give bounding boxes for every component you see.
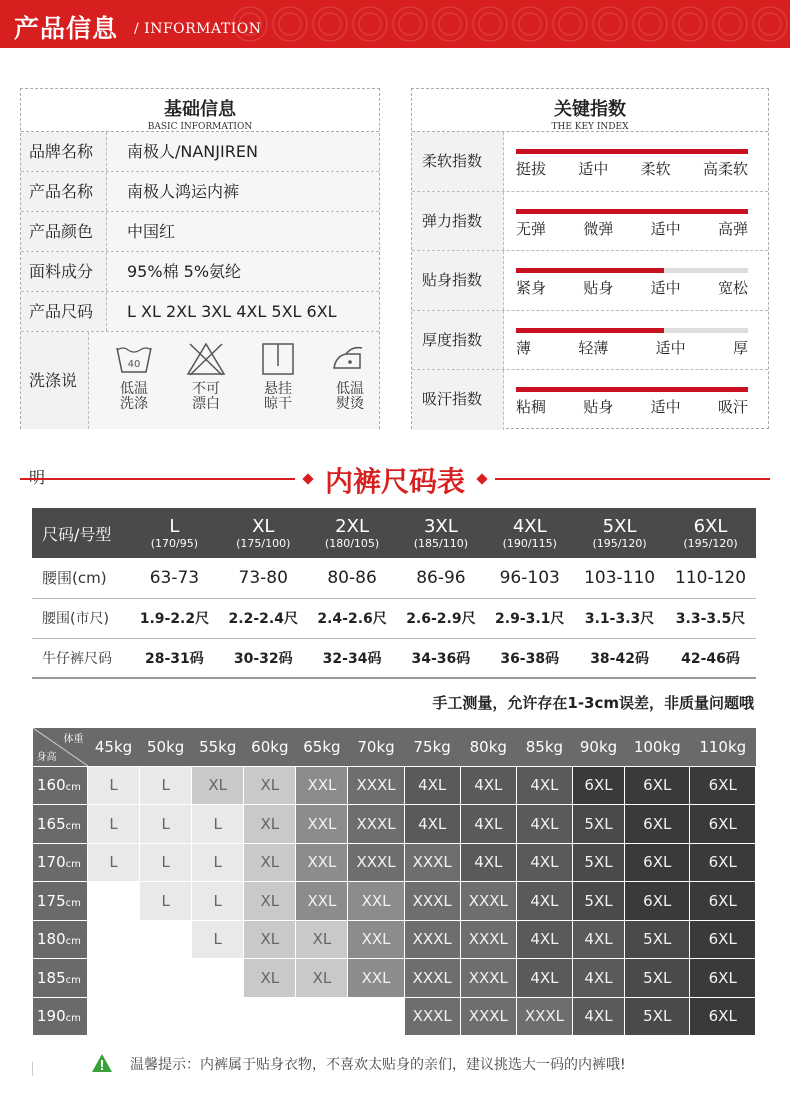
basic-info-header: [21, 89, 379, 132]
size-spec: (170/95): [150, 537, 199, 550]
basic-info-key: 产品名称: [21, 172, 107, 211]
height-value: 165: [37, 814, 66, 833]
size-recommendation-cell: XXL: [296, 843, 348, 882]
index-scale-label: 适中: [650, 219, 681, 238]
size-column-header: [219, 508, 308, 558]
size-recommendation-cell: XXL: [348, 959, 404, 998]
size-cell: 1.9-2.2尺: [130, 598, 219, 638]
basic-info-value: 95%棉 5%氨纶: [107, 252, 379, 291]
size-spec: (195/120): [683, 537, 738, 550]
size-cell: 80-86: [308, 558, 397, 598]
size-recommendation-cell: [88, 997, 140, 1036]
wash-label-line: 洗涤: [120, 396, 148, 412]
wash-label-line: 漂白: [192, 396, 220, 412]
height-value: 160: [37, 776, 66, 795]
hang-dry-icon: [249, 342, 307, 376]
size-recommendation-cell: [88, 959, 140, 998]
height-unit: cm: [65, 936, 81, 948]
size-recommendation-cell: L: [140, 882, 192, 921]
size-recommendation-cell: 6XL: [690, 843, 756, 882]
size-cell: 110-120: [665, 558, 756, 598]
section-header: [0, 0, 790, 48]
weight-header-row: [33, 728, 756, 766]
key-index-panel: [411, 88, 769, 429]
key-index-key: 柔软指数: [412, 132, 504, 191]
size-recommendation-cell: 4XL: [516, 766, 572, 805]
size-recommendation-cell: [140, 959, 192, 998]
height-value: 175: [37, 891, 66, 910]
header-pattern: [230, 0, 790, 48]
size-label: 6XL: [693, 516, 728, 537]
size-recommendation-cell: 4XL: [516, 843, 572, 882]
size-recommendation-cell: [192, 959, 244, 998]
height-value: 190: [37, 1007, 66, 1026]
size-recommendation-cell: 6XL: [625, 805, 690, 844]
size-recommendation-cell: L: [192, 882, 244, 921]
size-recommendation-cell: XXL: [296, 805, 348, 844]
warning-icon: [91, 1053, 113, 1073]
height-unit: cm: [65, 1013, 81, 1025]
size-recommendation-cell: L: [140, 766, 192, 805]
size-recommendation-cell: XL: [244, 920, 296, 959]
size-recommendation-cell: XXXL: [404, 843, 460, 882]
corner-height-label: 身高: [36, 751, 57, 763]
index-scale-labels: [516, 396, 748, 417]
size-cell: 30-32码: [219, 638, 308, 678]
basic-info-value: 南极人鸿运内裤: [107, 172, 379, 211]
basic-info-value: 南极人/NANJIREN: [107, 132, 379, 171]
size-recommendation-cell: L: [88, 766, 140, 805]
height-row-header: [33, 882, 88, 921]
size-recommendation-cell: 4XL: [516, 805, 572, 844]
size-recommendation-cell: 4XL: [460, 843, 516, 882]
index-bar-track: [516, 268, 748, 273]
weight-chart-row: [33, 997, 756, 1036]
weight-height-chart: [32, 728, 756, 1036]
key-index-key: 厚度指数: [412, 311, 504, 370]
size-recommendation-cell: XXXL: [404, 959, 460, 998]
height-row-header: [33, 959, 88, 998]
chart-corner: [33, 728, 88, 766]
size-recommendation-cell: [192, 997, 244, 1036]
size-spec: (190/115): [502, 537, 557, 550]
key-index-row: [412, 311, 768, 371]
key-index-row: [412, 192, 768, 252]
size-recommendation-cell: XXXL: [348, 843, 404, 882]
size-recommendation-cell: 5XL: [625, 959, 690, 998]
weight-chart-row: [33, 766, 756, 805]
key-index-title: 关键指数: [554, 99, 626, 120]
size-recommendation-cell: L: [192, 920, 244, 959]
basic-info-row: [21, 212, 379, 252]
key-index-scale: [504, 311, 768, 370]
size-cell: 2.9-3.1尺: [485, 598, 574, 638]
height-value: 185: [37, 968, 66, 987]
height-unit: cm: [65, 820, 81, 832]
basic-info-key: 面料成分: [21, 252, 107, 291]
weight-column-header: 110kg: [690, 728, 756, 766]
height-row-header: [33, 997, 88, 1036]
size-row-label: 腰围(市尺): [32, 598, 130, 638]
size-table-row: [32, 638, 756, 678]
size-label: 2XL: [335, 516, 369, 537]
size-recommendation-cell: 6XL: [690, 920, 756, 959]
wash-item: [177, 342, 235, 429]
size-head-first: 尺码/号型: [32, 508, 130, 558]
size-spec: (180/105): [324, 537, 380, 550]
size-recommendation-cell: XXXL: [348, 766, 404, 805]
size-recommendation-cell: 4XL: [404, 805, 460, 844]
wash-key: 洗涤说: [21, 332, 89, 429]
size-recommendation-cell: L: [192, 843, 244, 882]
size-recommendation-cell: 6XL: [690, 997, 756, 1036]
size-recommendation-cell: 6XL: [625, 882, 690, 921]
weight-column-header: 60kg: [244, 728, 296, 766]
index-bar-fill: [516, 328, 664, 333]
section-subtitle: / INFORMATION: [134, 21, 262, 37]
size-recommendation-cell: XL: [244, 959, 296, 998]
size-recommendation-cell: XXXL: [404, 997, 460, 1036]
wash-label-line: 熨烫: [336, 396, 364, 412]
size-recommendation-cell: 6XL: [625, 843, 690, 882]
size-column-header: [665, 508, 756, 558]
size-recommendation-cell: XL: [244, 805, 296, 844]
index-scale-label: 贴身: [583, 398, 614, 416]
weight-column-header: 55kg: [192, 728, 244, 766]
height-value: 180: [37, 930, 66, 949]
weight-column-header: 70kg: [348, 728, 404, 766]
index-bar-track: [516, 149, 748, 154]
size-recommendation-cell: XXXL: [348, 805, 404, 844]
index-scale-label: 宽松: [717, 279, 748, 297]
basic-info-value: 中国红: [107, 212, 379, 251]
size-column-header: [130, 508, 219, 558]
key-index-scale: [504, 251, 768, 310]
size-column-header: [396, 508, 485, 558]
wash-label: [105, 382, 163, 412]
size-recommendation-cell: XXXL: [460, 882, 516, 921]
key-index-key: 吸汗指数: [412, 370, 504, 430]
size-recommendation-cell: XXL: [296, 766, 348, 805]
key-index-scale: [504, 132, 768, 191]
key-index-row: [412, 370, 768, 430]
index-bar-fill: [516, 268, 664, 273]
size-recommendation-cell: XXL: [348, 882, 404, 921]
basic-info-row: [21, 252, 379, 292]
index-scale-label: 粘稠: [516, 398, 547, 416]
size-spec: (175/100): [236, 537, 291, 550]
measure-note: 手工测量，允许存在1-3cm误差，非质量问题哦: [432, 694, 754, 712]
size-cell: 3.3-3.5尺: [665, 598, 756, 638]
corner-weight-label: 体重: [63, 734, 84, 745]
size-recommendation-cell: XL: [244, 882, 296, 921]
key-index-key: 贴身指数: [412, 251, 504, 310]
index-scale-label: 轻薄: [578, 338, 609, 357]
size-recommendation-cell: 4XL: [404, 766, 460, 805]
wash-40-icon: [105, 342, 163, 376]
wash-temp-label: 40: [127, 359, 141, 370]
height-value: 170: [37, 853, 66, 872]
wash-label-line: 低温: [336, 381, 364, 397]
index-scale-label: 吸汗: [717, 398, 748, 416]
wash-item: [249, 342, 307, 429]
basic-info-key: 品牌名称: [21, 132, 107, 171]
size-column-header: [485, 508, 574, 558]
size-cell: 38-42码: [574, 638, 665, 678]
wash-label-line: 不可: [192, 381, 220, 397]
size-table-row: [32, 598, 756, 638]
size-recommendation-cell: L: [88, 805, 140, 844]
size-table-header: [32, 508, 756, 558]
size-recommendation-cell: XXL: [296, 882, 348, 921]
wash-label-line: 低温: [120, 381, 148, 397]
key-index-subtitle: THE KEY INDEX: [551, 122, 629, 132]
size-column-header: [574, 508, 665, 558]
weight-column-header: 50kg: [140, 728, 192, 766]
weight-chart-row: [33, 805, 756, 844]
size-chart-heading: [20, 458, 770, 498]
index-scale-label: 无弹: [516, 219, 547, 238]
size-table: [32, 508, 756, 679]
size-recommendation-cell: XL: [244, 843, 296, 882]
weight-column-header: 45kg: [88, 728, 140, 766]
height-row-header: [33, 766, 88, 805]
size-recommendation-cell: XXXL: [460, 920, 516, 959]
index-bar-fill: [516, 387, 748, 392]
index-scale-labels: [516, 337, 748, 358]
size-recommendation-cell: 6XL: [690, 766, 756, 805]
size-recommendation-cell: XL: [296, 959, 348, 998]
index-scale-label: 适中: [650, 279, 681, 297]
index-scale-label: 紧身: [516, 279, 547, 297]
size-recommendation-cell: [88, 920, 140, 959]
tip-bar: [0, 1050, 790, 1080]
size-recommendation-cell: XL: [296, 920, 348, 959]
size-recommendation-cell: XXXL: [404, 920, 460, 959]
index-scale-label: 贴身: [583, 279, 614, 297]
index-scale-label: 厚: [732, 338, 748, 357]
size-recommendation-cell: [244, 997, 296, 1036]
basic-info-row: [21, 172, 379, 212]
size-recommendation-cell: 4XL: [572, 920, 624, 959]
basic-info-title: 基础信息: [164, 99, 236, 120]
size-recommendation-cell: XXXL: [460, 997, 516, 1036]
size-recommendation-cell: XXXL: [460, 959, 516, 998]
section-title: 产品信息: [14, 14, 119, 43]
wash-label: [177, 382, 235, 412]
index-scale-label: 微弹: [583, 219, 614, 238]
size-recommendation-cell: [140, 920, 192, 959]
weight-column-header: 85kg: [516, 728, 572, 766]
key-index-row: [412, 132, 768, 192]
height-row-header: [33, 805, 88, 844]
index-bar-track: [516, 387, 748, 392]
tip-divider-left: [32, 1062, 33, 1076]
index-scale-label: 高弹: [717, 219, 748, 238]
key-index-scale: [504, 370, 768, 430]
weight-chart-row: [33, 843, 756, 882]
index-scale-label: 高柔软: [702, 160, 748, 178]
size-cell: 32-34码: [308, 638, 397, 678]
size-row-label: 腰围(cm): [32, 558, 130, 598]
weight-chart-row: [33, 959, 756, 998]
key-index-header: [412, 89, 768, 132]
wash-label-line: 悬挂: [264, 381, 292, 397]
size-recommendation-cell: 5XL: [572, 882, 624, 921]
size-recommendation-cell: [296, 997, 348, 1036]
size-label: 4XL: [512, 516, 547, 537]
size-recommendation-cell: 4XL: [572, 997, 624, 1036]
size-cell: 34-36码: [396, 638, 485, 678]
size-recommendation-cell: 4XL: [572, 959, 624, 998]
basic-info-panel: [20, 88, 380, 429]
low-iron-icon: [321, 342, 379, 376]
height-unit: cm: [65, 897, 81, 909]
size-cell: 2.4-2.6尺: [308, 598, 397, 638]
size-cell: 86-96: [396, 558, 485, 598]
size-recommendation-cell: 4XL: [516, 959, 572, 998]
weight-column-header: 80kg: [460, 728, 516, 766]
weight-column-header: 75kg: [404, 728, 460, 766]
size-label: XL: [252, 516, 275, 537]
size-spec: (195/120): [592, 537, 647, 550]
size-cell: 42-46码: [665, 638, 756, 678]
basic-info-row: [21, 292, 379, 332]
size-recommendation-cell: 6XL: [690, 805, 756, 844]
key-index-scale: [504, 192, 768, 251]
wash-label-line: 晾干: [264, 396, 292, 412]
size-recommendation-cell: XXL: [348, 920, 404, 959]
index-scale-label: 柔软: [640, 160, 671, 178]
size-recommendation-cell: [88, 882, 140, 921]
size-recommendation-cell: L: [88, 843, 140, 882]
size-recommendation-cell: L: [140, 843, 192, 882]
weight-chart-row: [33, 882, 756, 921]
size-recommendation-cell: 4XL: [516, 920, 572, 959]
index-scale-labels: [516, 277, 748, 298]
size-recommendation-cell: 5XL: [625, 920, 690, 959]
size-recommendation-cell: 6XL: [690, 959, 756, 998]
index-scale-label: 适中: [655, 338, 686, 357]
key-index-row: [412, 251, 768, 311]
size-recommendation-cell: 5XL: [625, 997, 690, 1036]
size-cell: 2.6-2.9尺: [396, 598, 485, 638]
size-recommendation-cell: XL: [244, 766, 296, 805]
size-cell: 2.2-2.4尺: [219, 598, 308, 638]
size-cell: 73-80: [219, 558, 308, 598]
basic-info-row: [21, 132, 379, 172]
weight-column-header: 90kg: [572, 728, 624, 766]
size-cell: 63-73: [130, 558, 219, 598]
size-row-label: 牛仔裤尺码: [32, 638, 130, 678]
index-scale-label: 挺拔: [516, 160, 547, 178]
size-recommendation-cell: L: [140, 805, 192, 844]
size-cell: 28-31码: [130, 638, 219, 678]
size-label: 3XL: [423, 516, 458, 537]
index-scale-label: 薄: [516, 338, 532, 357]
wash-label: [321, 382, 379, 412]
wash-item: [105, 342, 163, 429]
index-scale-labels: [516, 158, 748, 179]
index-scale-label: 适中: [578, 160, 609, 178]
size-recommendation-cell: 5XL: [572, 843, 624, 882]
size-recommendation-cell: 6XL: [690, 882, 756, 921]
height-unit: cm: [65, 974, 81, 986]
wash-label: [249, 382, 307, 412]
size-chart-title: 内裤尺码表: [324, 465, 465, 498]
size-recommendation-cell: XXXL: [404, 882, 460, 921]
size-recommendation-cell: XL: [192, 766, 244, 805]
size-cell: 96-103: [485, 558, 574, 598]
index-bar-track: [516, 328, 748, 333]
size-table-row: [32, 558, 756, 598]
weight-chart-row: [33, 920, 756, 959]
height-row-header: [33, 843, 88, 882]
size-spec: (185/110): [413, 537, 469, 550]
size-recommendation-cell: 4XL: [516, 882, 572, 921]
size-recommendation-cell: 5XL: [572, 805, 624, 844]
size-recommendation-cell: 6XL: [572, 766, 624, 805]
heading-line-right: [495, 478, 770, 480]
index-scale-labels: [516, 218, 748, 239]
wash-row: [21, 332, 379, 429]
basic-info-key: 产品颜色: [21, 212, 107, 251]
size-recommendation-cell: 4XL: [460, 805, 516, 844]
size-cell: 103-110: [574, 558, 665, 598]
index-bar-fill: [516, 149, 748, 154]
size-recommendation-cell: 4XL: [460, 766, 516, 805]
size-recommendation-cell: L: [192, 805, 244, 844]
wash-icons: [89, 332, 379, 429]
size-cell: 3.1-3.3尺: [574, 598, 665, 638]
index-bar-fill: [516, 209, 748, 214]
basic-info-subtitle: BASIC INFORMATION: [147, 122, 253, 132]
key-index-key: 弹力指数: [412, 192, 504, 251]
basic-info-key: 产品尺码: [21, 292, 107, 331]
size-recommendation-cell: [140, 997, 192, 1036]
no-bleach-icon: [177, 342, 235, 376]
size-recommendation-cell: 6XL: [625, 766, 690, 805]
height-unit: cm: [65, 859, 81, 871]
weight-column-header: 100kg: [625, 728, 690, 766]
size-recommendation-cell: XXXL: [516, 997, 572, 1036]
basic-info-value: L XL 2XL 3XL 4XL 5XL 6XL: [107, 292, 379, 331]
size-label: L: [169, 516, 180, 537]
height-row-header: [33, 920, 88, 959]
wash-item: [321, 342, 379, 429]
weight-column-header: 65kg: [296, 728, 348, 766]
size-recommendation-cell: [348, 997, 404, 1036]
height-unit: cm: [65, 782, 81, 794]
index-scale-label: 适中: [650, 398, 681, 416]
index-bar-track: [516, 209, 748, 214]
tip-text: 温馨提示：内裤属于贴身衣物，不喜欢太贴身的亲们，建议挑选大一码的内裤哦!: [130, 1057, 626, 1073]
size-label: 5XL: [602, 516, 637, 537]
size-column-header: [308, 508, 397, 558]
size-cell: 36-38码: [485, 638, 574, 678]
